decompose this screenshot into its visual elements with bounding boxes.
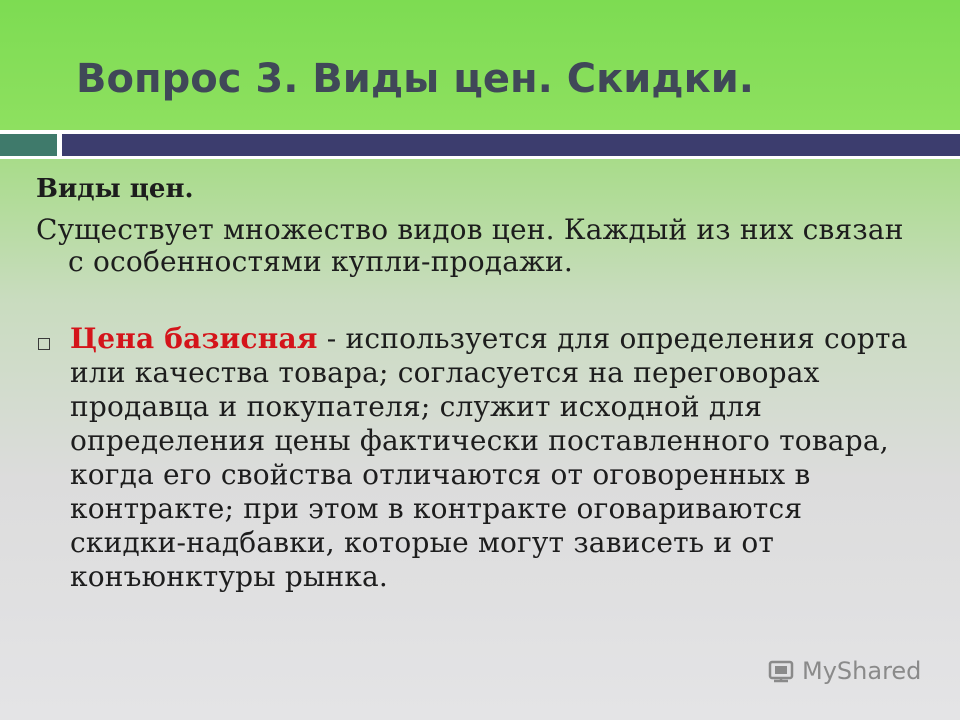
- bullet-description: - используется для определения сорта или качества товара; согласуется на переговорах продавца и покупателя; служит исходной для определения цены фактически поставленного товара, когда его свойства отличаются от оговоренных в контракте; при этом в контракте оговариваются скидки-надбавки, которые могут зависеть и от конъюнктуры рынка.: [70, 322, 908, 593]
- myshared-logo-icon: [766, 656, 796, 686]
- slide-title: Вопрос 3. Виды цен. Скидки.: [76, 56, 754, 102]
- watermark-text: MyShared: [802, 657, 922, 685]
- watermark: [766, 656, 921, 686]
- subheading: Виды цен.: [36, 174, 194, 204]
- divider-accent-long: [62, 134, 960, 156]
- divider-accent-small: [0, 134, 57, 156]
- intro-paragraph: Существует множество видов цен. Каждый из них связан с особенностями купли-продажи.: [36, 213, 904, 278]
- square-bullet-icon: [38, 338, 50, 350]
- slide-body: [36, 172, 916, 594]
- bullet-item: [36, 322, 916, 594]
- bullet-text: [70, 322, 908, 593]
- bullet-term: Цена базисная: [70, 322, 318, 355]
